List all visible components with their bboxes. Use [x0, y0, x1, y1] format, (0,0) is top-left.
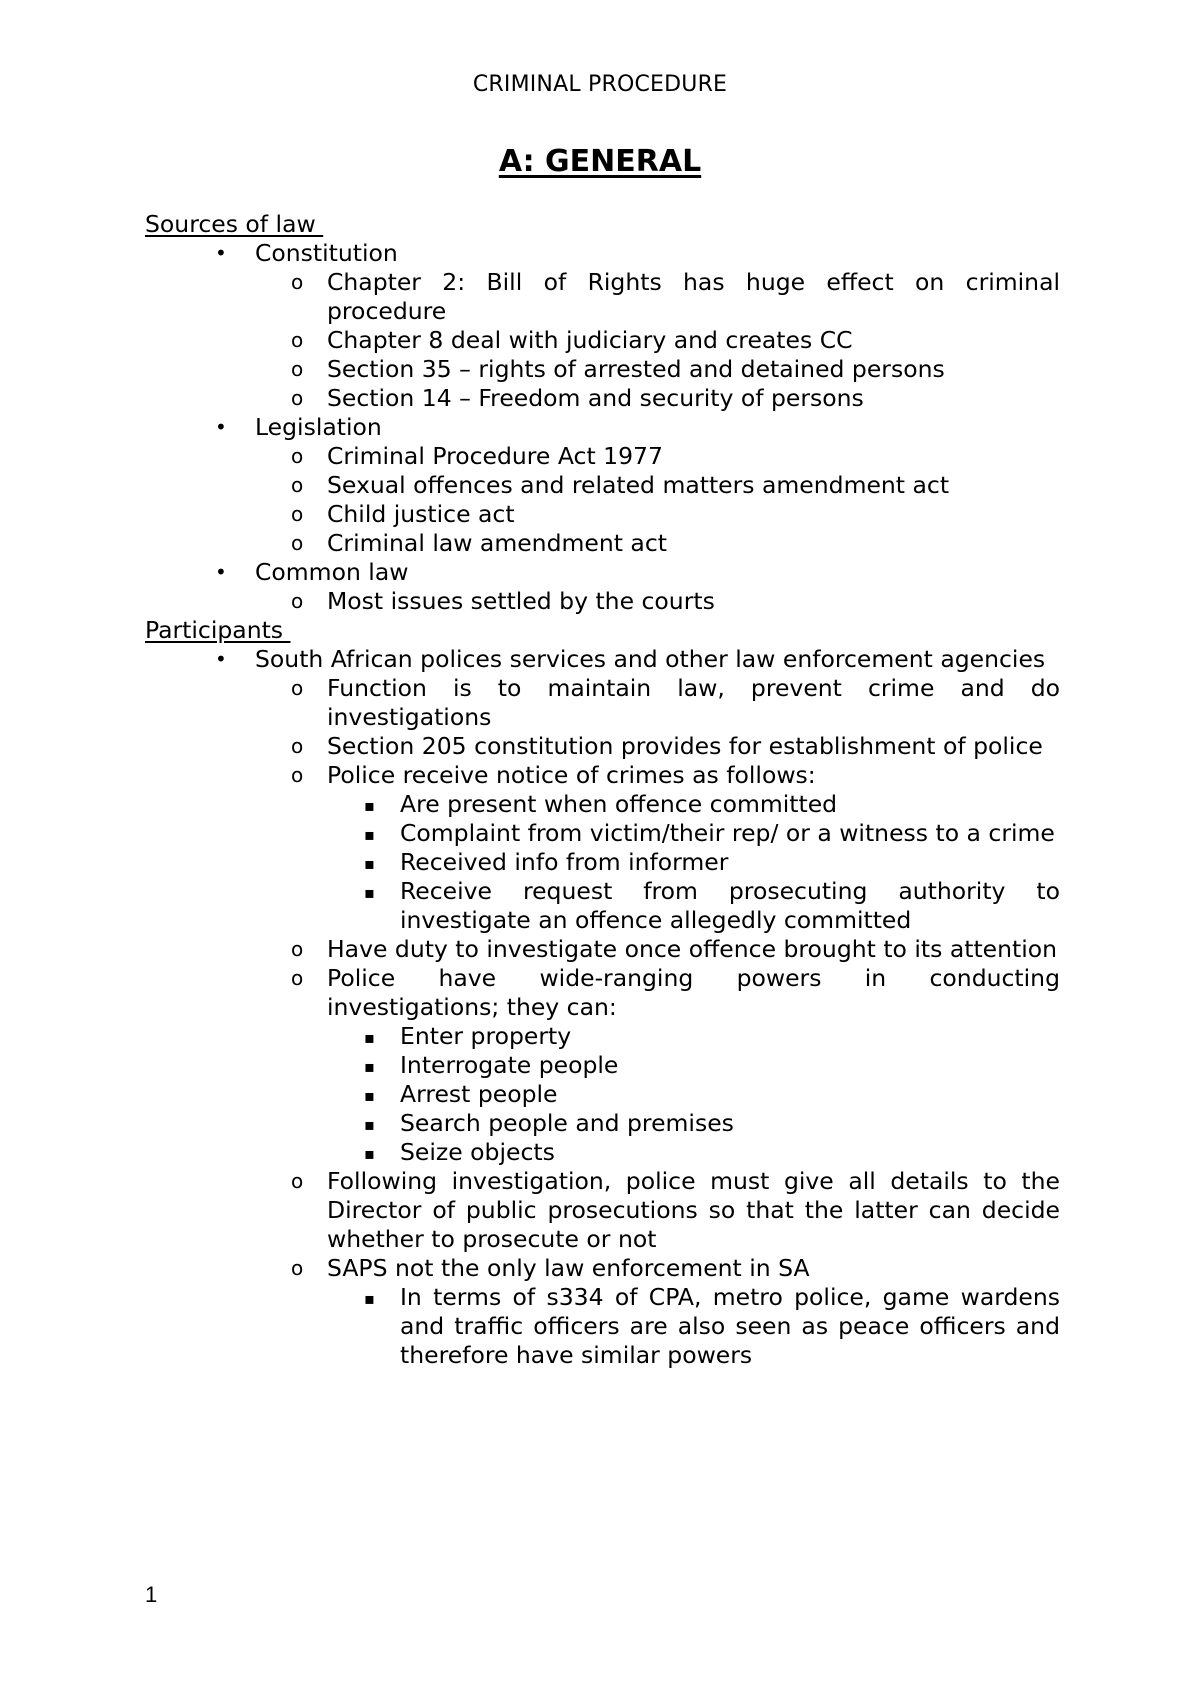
bullet-icon: o — [291, 734, 304, 758]
list-item-text: Chapter 8 deal with judiciary and creates CC — [327, 326, 853, 354]
list-item-text: Have duty to investigate once offence brought to its attention — [327, 935, 1058, 963]
page-number: 1 — [145, 1582, 158, 1607]
list-item — [145, 1167, 1060, 1254]
bullet-icon: • — [215, 560, 227, 584]
bullet-icon: o — [291, 444, 304, 468]
list-item-text: Sexual offences and related matters amendment act — [327, 471, 950, 499]
list-item-label: Legislation — [255, 413, 382, 441]
list-item-text: Interrogate people — [400, 1051, 619, 1079]
list-item — [145, 268, 1060, 326]
list-item — [145, 1051, 1060, 1080]
list-item-text: Seize objects — [400, 1138, 555, 1166]
list-item — [145, 761, 1060, 935]
list-item-text: Child justice act — [327, 500, 515, 528]
bullet-icon: ▪ — [364, 825, 375, 844]
bullet-icon: ▪ — [364, 1144, 375, 1163]
bullet-icon: o — [291, 502, 304, 526]
sources-list — [145, 239, 1060, 616]
list-item — [145, 1109, 1060, 1138]
list-item-text: Complaint from victim/their rep/ or a witness to a crime — [400, 819, 1055, 847]
bullet-icon: ▪ — [364, 1057, 375, 1076]
bullet-icon: o — [291, 589, 304, 613]
list-item-text: Function is to maintain law, prevent crime and do investigations — [327, 674, 1060, 731]
saps-sublist — [145, 674, 1060, 1370]
notice-sublist — [145, 790, 1060, 935]
not-only-sublist — [145, 1283, 1060, 1370]
list-item — [145, 1283, 1060, 1370]
list-item-text: Criminal law amendment act — [327, 529, 667, 557]
list-item-text: Most issues settled by the courts — [327, 587, 715, 615]
bullet-icon: ▪ — [364, 854, 375, 873]
section-heading-sources: Sources of law — [145, 210, 324, 238]
list-item — [145, 732, 1060, 761]
list-item — [145, 529, 1060, 558]
bullet-icon: o — [291, 676, 304, 700]
list-item-legislation — [145, 413, 1060, 558]
list-item-text: Section 205 constitution provides for establishment of police — [327, 732, 1043, 760]
bullet-icon: o — [291, 1256, 304, 1280]
list-item — [145, 471, 1060, 500]
bullet-icon: • — [215, 241, 227, 265]
list-item — [145, 355, 1060, 384]
list-item-text: Arrest people — [400, 1080, 558, 1108]
list-item-text: Following investigation, police must give all details to the Director of public prosecutions so that the latter can decide whether to prosecute or not — [327, 1167, 1060, 1253]
list-item-text: SAPS not the only law enforcement in SA — [327, 1254, 810, 1282]
list-item — [145, 790, 1060, 819]
page-title-text: A: GENERAL — [498, 144, 702, 179]
list-item — [145, 587, 1060, 616]
list-item — [145, 1022, 1060, 1051]
list-item — [145, 935, 1060, 964]
bullet-icon: • — [215, 415, 227, 439]
list-item-text: In terms of s334 of CPA, metro police, game wardens and traffic officers are also seen as peace officers and therefore have similar powers — [400, 1283, 1060, 1369]
list-item-label: Common law — [255, 558, 409, 586]
list-item — [145, 326, 1060, 355]
legislation-sublist — [145, 442, 1060, 558]
page-header: CRIMINAL PROCEDURE — [472, 72, 728, 97]
bullet-icon: o — [291, 937, 304, 961]
bullet-icon: o — [291, 763, 304, 787]
list-item-saps — [145, 645, 1060, 1370]
list-item-text: Received info from informer — [400, 848, 729, 876]
page-title — [0, 144, 1200, 179]
common-law-sublist — [145, 587, 1060, 616]
list-item-text: Section 35 – rights of arrested and detained persons — [327, 355, 945, 383]
list-item-text: Receive request from prosecuting authority to investigate an offence allegedly committed — [400, 877, 1060, 934]
list-item — [145, 674, 1060, 732]
list-item-label: South African polices services and other law enforcement agencies — [255, 645, 1046, 673]
list-item — [145, 964, 1060, 1167]
list-item — [145, 1080, 1060, 1109]
bullet-icon: ▪ — [364, 1086, 375, 1105]
list-item — [145, 442, 1060, 471]
bullet-icon: o — [291, 966, 304, 990]
list-item — [145, 848, 1060, 877]
bullet-icon: ▪ — [364, 1028, 375, 1047]
bullet-icon: o — [291, 357, 304, 381]
list-item-text: Chapter 2: Bill of Rights has huge effect on criminal procedure — [327, 268, 1060, 325]
bullet-icon: o — [291, 328, 304, 352]
bullet-icon: ▪ — [364, 796, 375, 815]
list-item-text: Section 14 – Freedom and security of persons — [327, 384, 864, 412]
bullet-icon: ▪ — [364, 883, 375, 902]
bullet-icon: ▪ — [364, 1289, 375, 1308]
bullet-icon: o — [291, 386, 304, 410]
bullet-icon: o — [291, 531, 304, 555]
list-item — [145, 819, 1060, 848]
list-item-text: Enter property — [400, 1022, 572, 1050]
list-item-text: Search people and premises — [400, 1109, 734, 1137]
list-item — [145, 877, 1060, 935]
list-item-text: Police have wide-ranging powers in conducting investigations; they can: — [327, 964, 1060, 1021]
list-item-text: Are present when offence committed — [400, 790, 838, 818]
bullet-icon: • — [215, 647, 227, 671]
list-item — [145, 1254, 1060, 1370]
participants-list — [145, 645, 1060, 1370]
list-item-text: Criminal Procedure Act 1977 — [327, 442, 663, 470]
bullet-icon: o — [291, 473, 304, 497]
powers-sublist — [145, 1022, 1060, 1167]
list-item-constitution — [145, 239, 1060, 413]
bullet-icon: ▪ — [364, 1115, 375, 1134]
list-item-label: Constitution — [255, 239, 398, 267]
list-item-common-law — [145, 558, 1060, 616]
bullet-icon: o — [291, 270, 304, 294]
list-item — [145, 1138, 1060, 1167]
list-item — [145, 384, 1060, 413]
constitution-sublist — [145, 268, 1060, 413]
list-item — [145, 500, 1060, 529]
section-heading-participants: Participants — [145, 616, 291, 644]
document-body — [145, 210, 1060, 1370]
list-item-text: Police receive notice of crimes as follows: — [327, 761, 816, 789]
bullet-icon: o — [291, 1169, 304, 1193]
